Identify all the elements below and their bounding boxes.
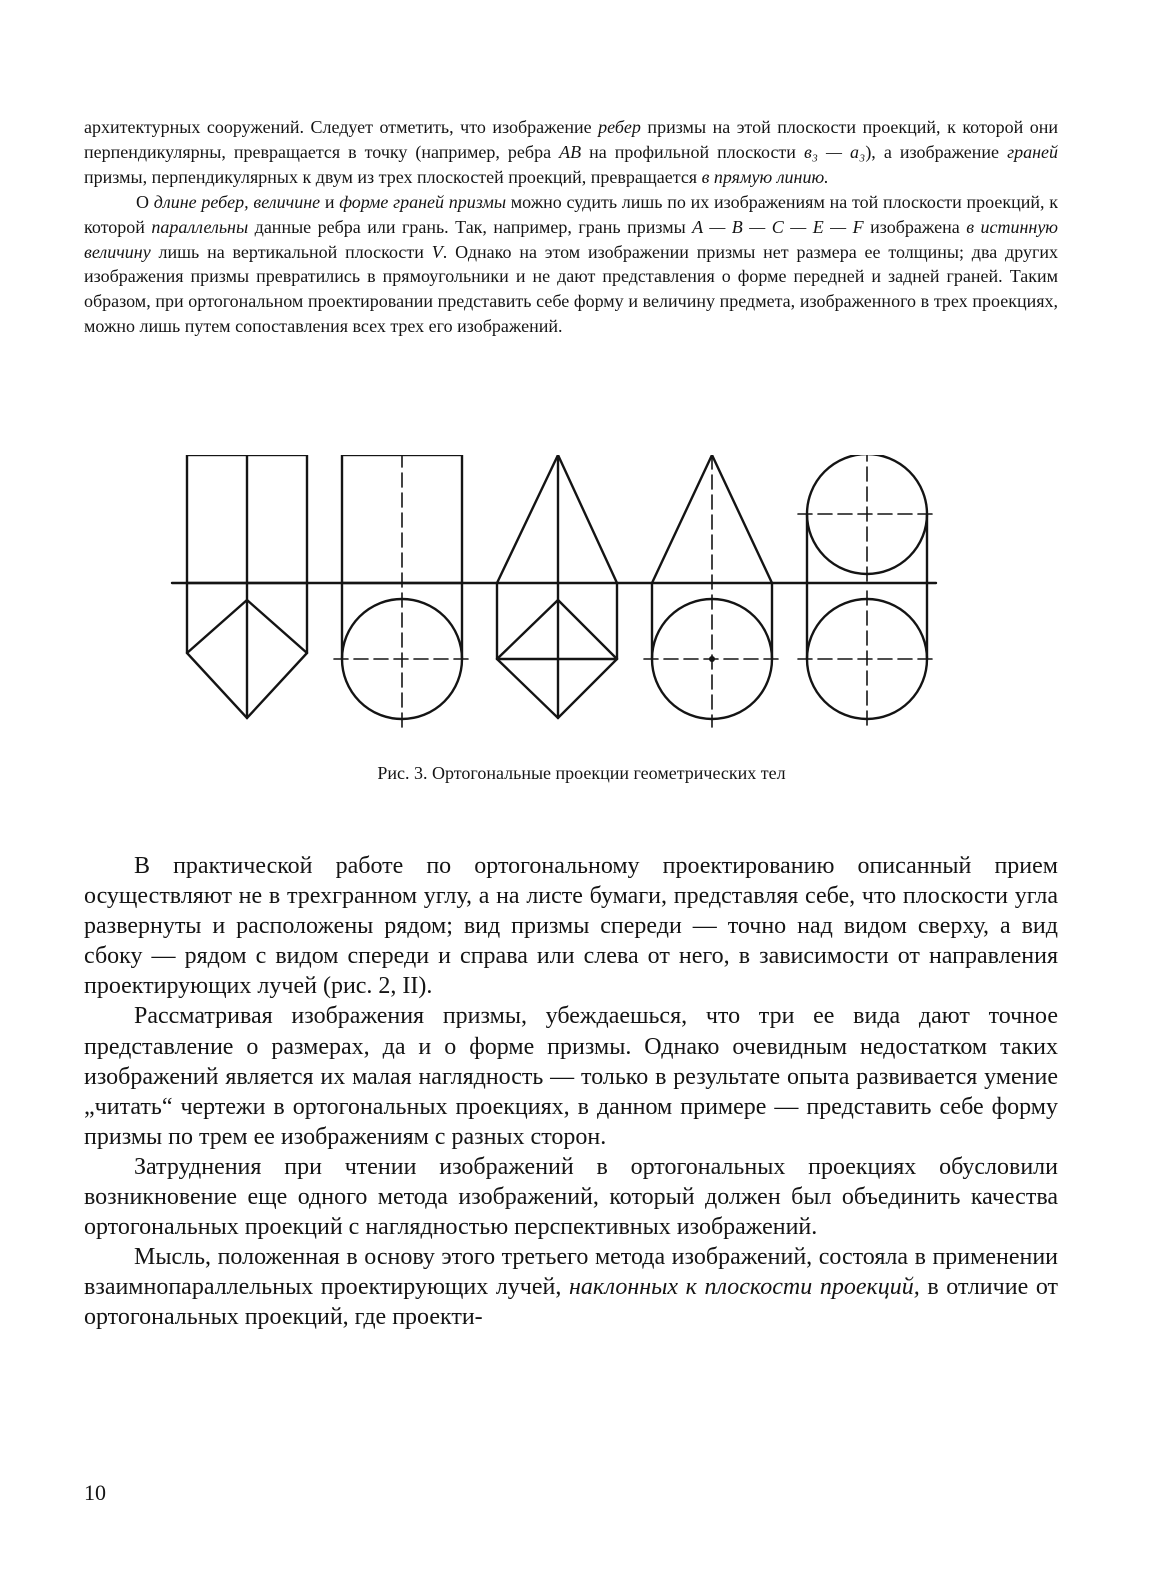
text: можно судить лишь по их изображениям на той плоскости проекций, к которой — [84, 191, 1058, 237]
main-text-block — [84, 851, 1058, 1333]
text: на профильной плоскости — [581, 141, 804, 162]
text: В практической работе по ортогональному проектированию описанный прием осуществляют не в трехгранном углу, а на листе бумаги, представляя себе, что плоскости угла развернуты и расположены рядом; вид призмы спереди — точно над видом сверху, а вид сбоку — рядом с видом спереди и справа или слева от него, в зависимости от направления проектирующих лучей (рис. 2, II). — [84, 853, 1058, 1000]
paragraph — [84, 851, 1058, 1001]
top-text-block — [84, 115, 1058, 339]
pyramid-projections — [497, 455, 617, 718]
text: . Однако на этом изображении призмы нет размера ее толщины; два других изображения призмы превратились в прямоугольники и не дают представления о форме передней и задней граней. Таким образом, при ортогональном проектировании представить себе форму и величину предмета, изображенного в трех проекциях, можно лишь путем сопоставления всех трех его изображений. — [84, 241, 1058, 337]
text: лишь на вертикальной плоскости — [150, 241, 432, 262]
sphere-projections — [798, 455, 936, 727]
italic-text: V — [431, 241, 443, 262]
italic-text: граней — [1007, 141, 1059, 162]
text: в отличие от ортогональных проекций, где проекти- — [84, 1274, 1058, 1331]
italic-text: длине ребер, величине — [153, 191, 321, 212]
italic-text: A — B — C — E — F — [692, 216, 864, 237]
italic-text: наклонных к плоскости проекций, — [568, 1274, 920, 1301]
figure-orthogonal-projections — [170, 455, 970, 745]
text: архитектурных сооружений. Следует отметить, что изображение — [84, 117, 599, 137]
cone-projections — [644, 455, 780, 727]
text: призмы, перпендикулярных к двум из трех плоскостей проекций, превращается — [84, 166, 702, 187]
paragraph — [84, 190, 1058, 339]
text: изображена — [863, 216, 967, 237]
text: ), а изображение — [865, 141, 1008, 162]
text: Рассматривая изображения призмы, убеждаешься, что три ее вида дают точное представление о размерах, да и о форме призмы. Однако очевидным недостатком таких изображений является их малая наглядность — только в результате опыта развивается умение „читать“ чертежи в ортогональных проекциях, в данном примере — представить себе форму призмы по трем ее изображениям с разных сторон. — [84, 1003, 1058, 1150]
figure-caption: Рис. 3. Ортогональные проекции геометрических тел — [377, 763, 786, 783]
paragraph — [84, 1001, 1058, 1151]
prism-projections — [187, 455, 307, 718]
paragraph — [84, 1242, 1058, 1332]
italic-text: в прямую линию. — [701, 166, 829, 187]
text: О — [136, 191, 154, 212]
paragraph — [84, 115, 1058, 190]
page-number: 10 — [84, 1480, 106, 1505]
cylinder-projections — [334, 455, 470, 727]
italic-text: форме граней призмы — [339, 191, 507, 212]
italic-text: AB — [559, 141, 582, 162]
italic-text: в₃ — а₃ — [803, 141, 866, 162]
paragraph — [84, 1152, 1058, 1242]
italic-text: в истинную величину — [84, 216, 1059, 262]
text: Мысль, положенная в основу этого третьего метода изображений, состояла в применении взаимнопараллельных проектирующих лучей, — [84, 1244, 1058, 1301]
text: Затруднения при чтении изображений в ортогональных проекциях обусловили возникновение еще одного метода изображений, который должен был объединить качества ортогональных проекций с наглядностью перспективных изображений. — [84, 1153, 1058, 1241]
italic-text: параллельны — [151, 216, 249, 237]
text: данные ребра или грань. Так, например, грань призмы — [248, 216, 693, 237]
text: призмы на этой плоскости проекций, к которой они перпендикулярны, превращается в точку (например, ребра — [84, 117, 1058, 162]
text: и — [320, 191, 340, 212]
italic-text: ребер — [598, 117, 641, 137]
